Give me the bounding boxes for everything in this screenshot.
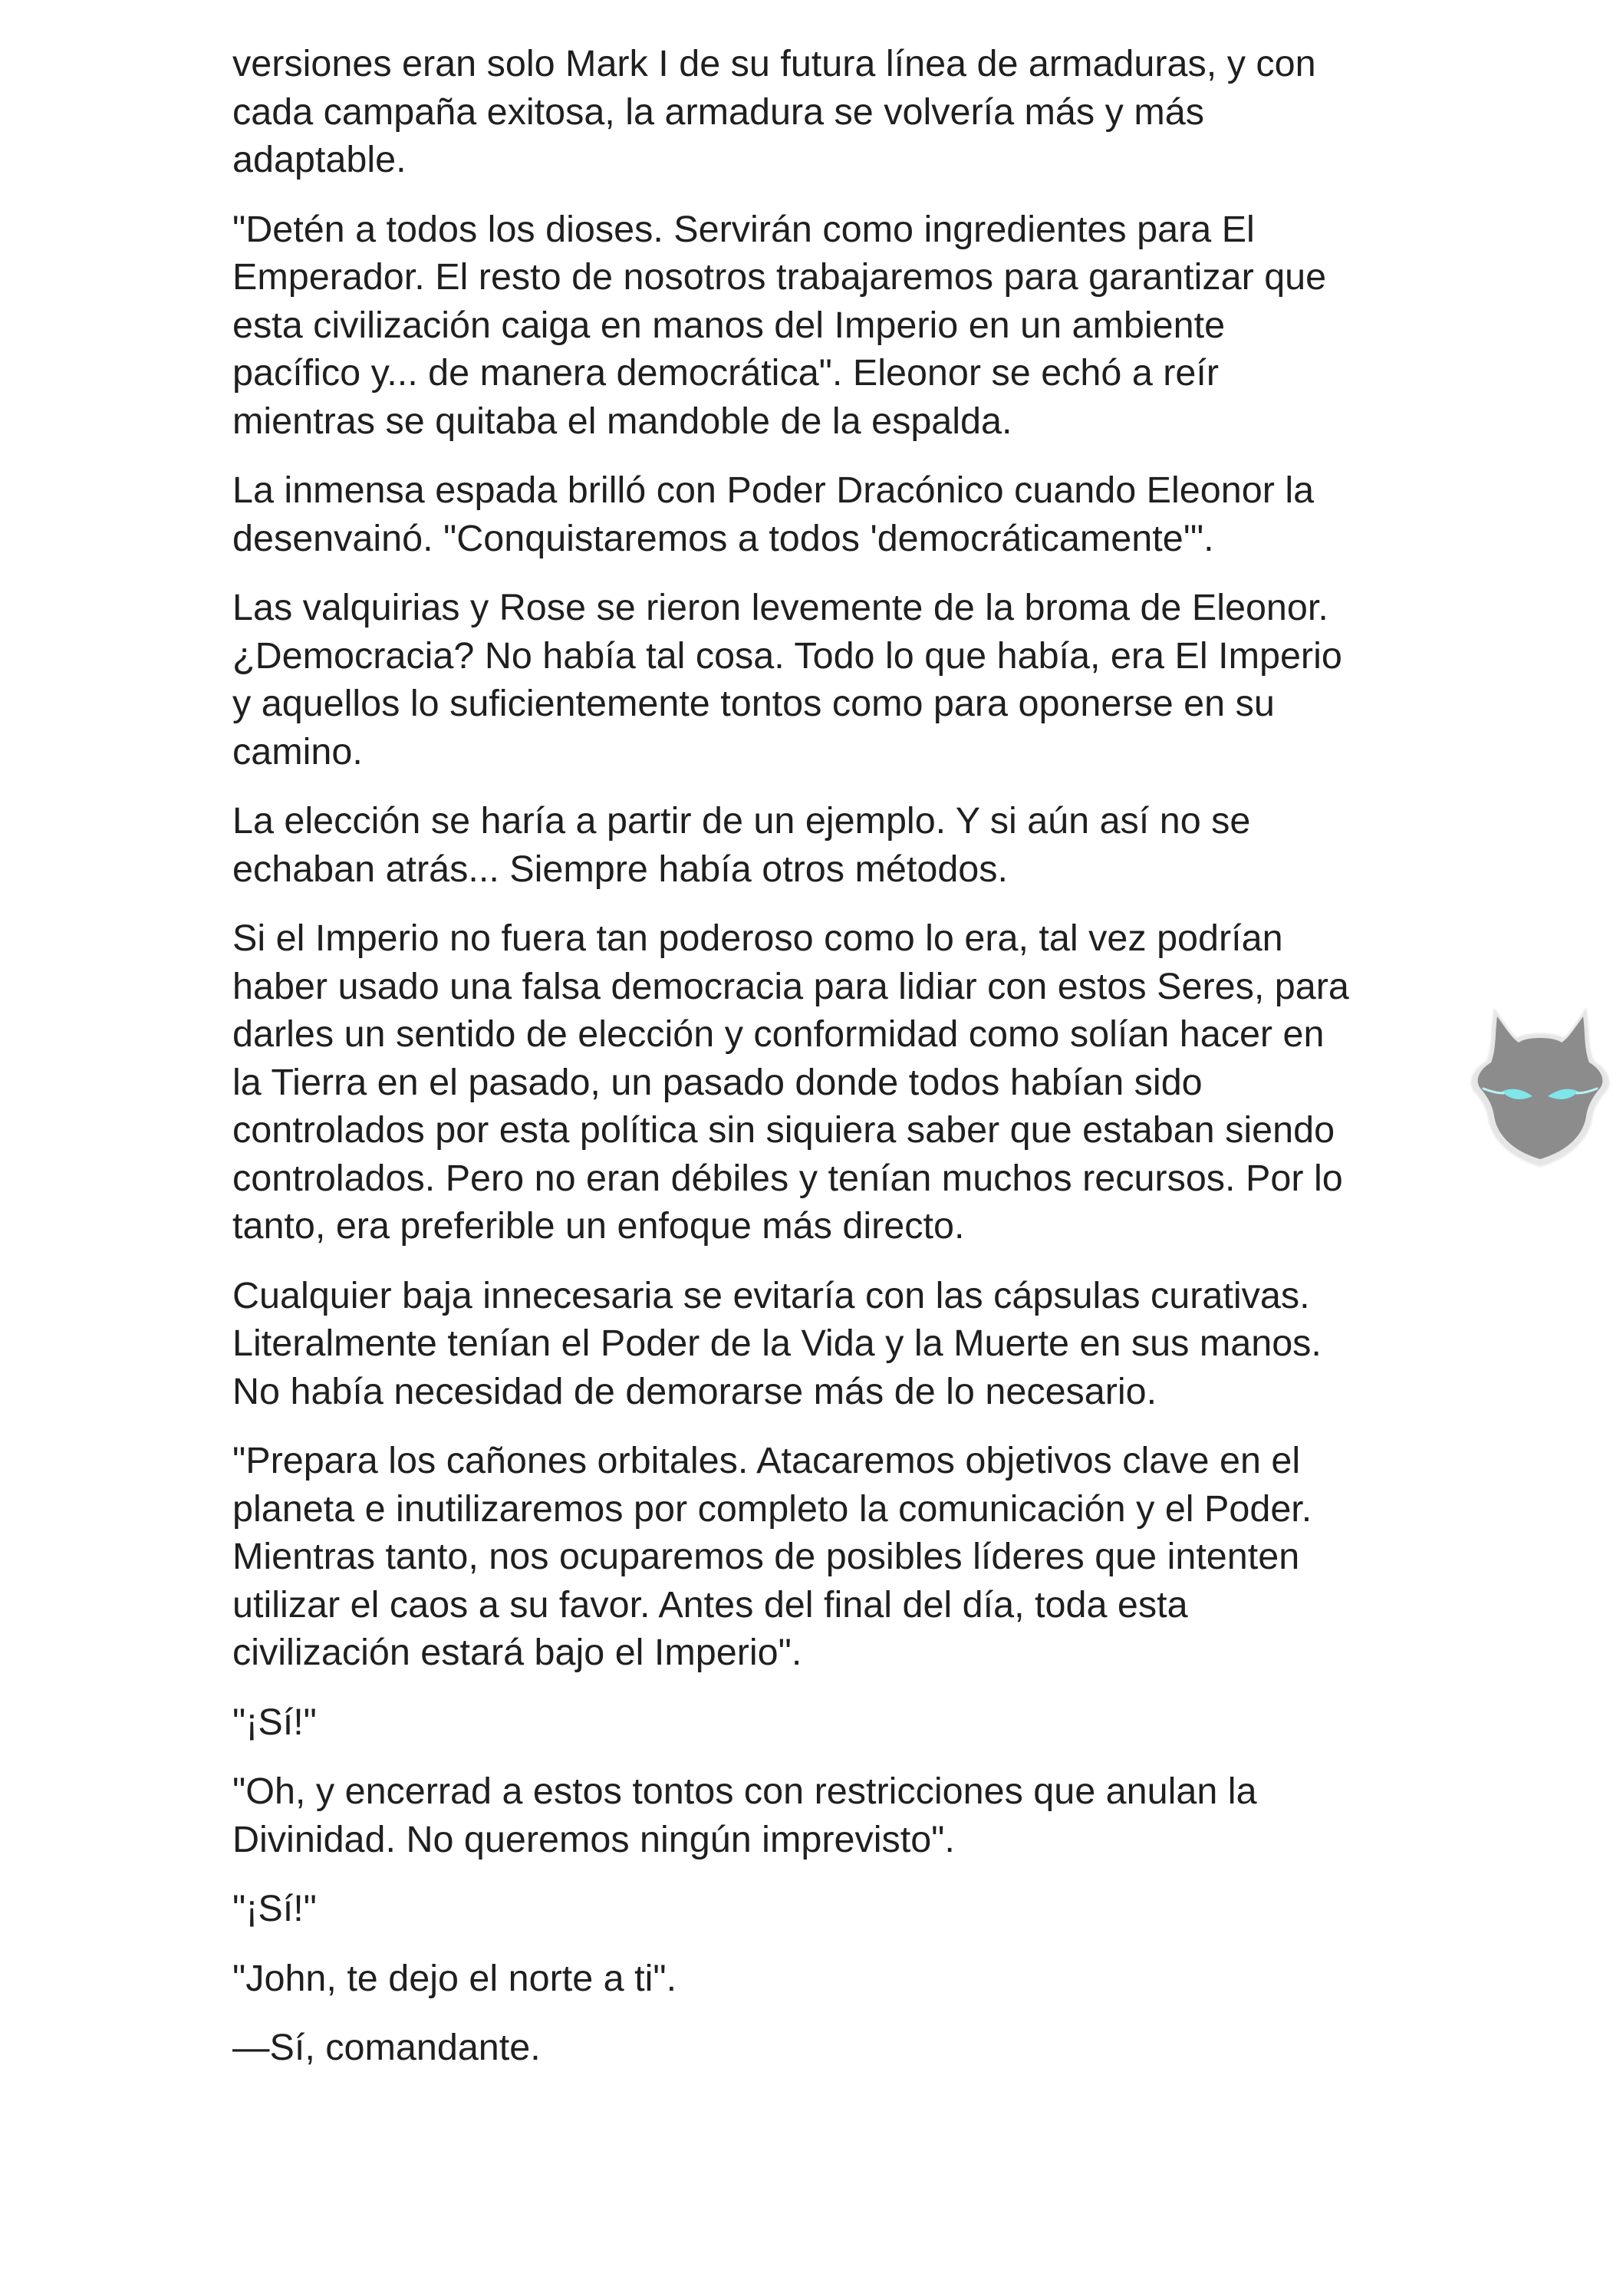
paragraph: "Detén a todos los dioses. Servirán como ingredientes para El Emperador. El resto de nosotros trabajaremos para garantizar que esta civilización caiga en manos del Imperio en un ambiente pacífico y... de manera democrática". Eleonor se echó a reír mientras se quitaba el mandoble de la espalda.: [232, 208, 1327, 442]
dialogue-line: —Sí, comandante.: [232, 2027, 541, 2068]
dialogue-line: "¡Sí!": [232, 1888, 317, 1929]
dialogue-line: "Oh, y encerrad a estos tontos con restricciones que anulan la Divinidad. No queremos ningún imprevisto".: [232, 1771, 1257, 1860]
dialogue-line: "John, te dejo el norte a ti".: [232, 1957, 677, 1999]
paragraph: Si el Imperio no fuera tan poderoso como lo era, tal vez podrían haber usado una falsa democracia para lidiar con estos Seres, para darles un sentido de elección y conformidad como solían hacer en la Tierra en el pasado, un pasado donde todos habían sido controlados por esta política sin siquiera saber que estaban siendo controlados. Pero no eran débiles y tenían muchos recursos. Por lo tanto, era preferible un enfoque más directo.: [232, 917, 1349, 1247]
document-body: [232, 40, 1398, 2093]
paragraph: "Prepara los cañones orbitales. Atacaremos objetivos clave en el planeta e inutilizaremos por completo la comunicación y el Poder. Mientras tanto, nos ocuparemos de posibles líderes que intenten utilizar el caos a su favor. Antes del final del día, toda esta civilización estará bajo el Imperio".: [232, 1440, 1312, 1673]
paragraph: La inmensa espada brilló con Poder Dracónico cuando Eleonor la desenvainó. "Conquistaremos a todos 'democráticamente'".: [232, 469, 1315, 559]
paragraph: Cualquier baja innecesaria se evitaría con las cápsulas curativas. Literalmente tenían el Poder de la Vida y la Muerte en sus manos. No había necesidad de demorarse más de lo necesario.: [232, 1274, 1322, 1412]
horned-demon-head-icon: [1463, 993, 1617, 1170]
paragraph: Las valquirias y Rose se rieron levemente de la broma de Eleonor. ¿Democracia? No había tal cosa. Todo lo que había, era El Imperio y aquellos lo suficientemente tontos como para oponerse en su camino.: [232, 587, 1342, 772]
paragraph: versiones eran solo Mark I de su futura línea de armaduras, y con cada campaña exitosa, la armadura se volvería más y más adaptable.: [232, 43, 1316, 180]
dialogue-line: "¡Sí!": [232, 1701, 317, 1743]
paragraph: La elección se haría a partir de un ejemplo. Y si aún así no se echaban atrás... Siempre había otros métodos.: [232, 800, 1251, 890]
